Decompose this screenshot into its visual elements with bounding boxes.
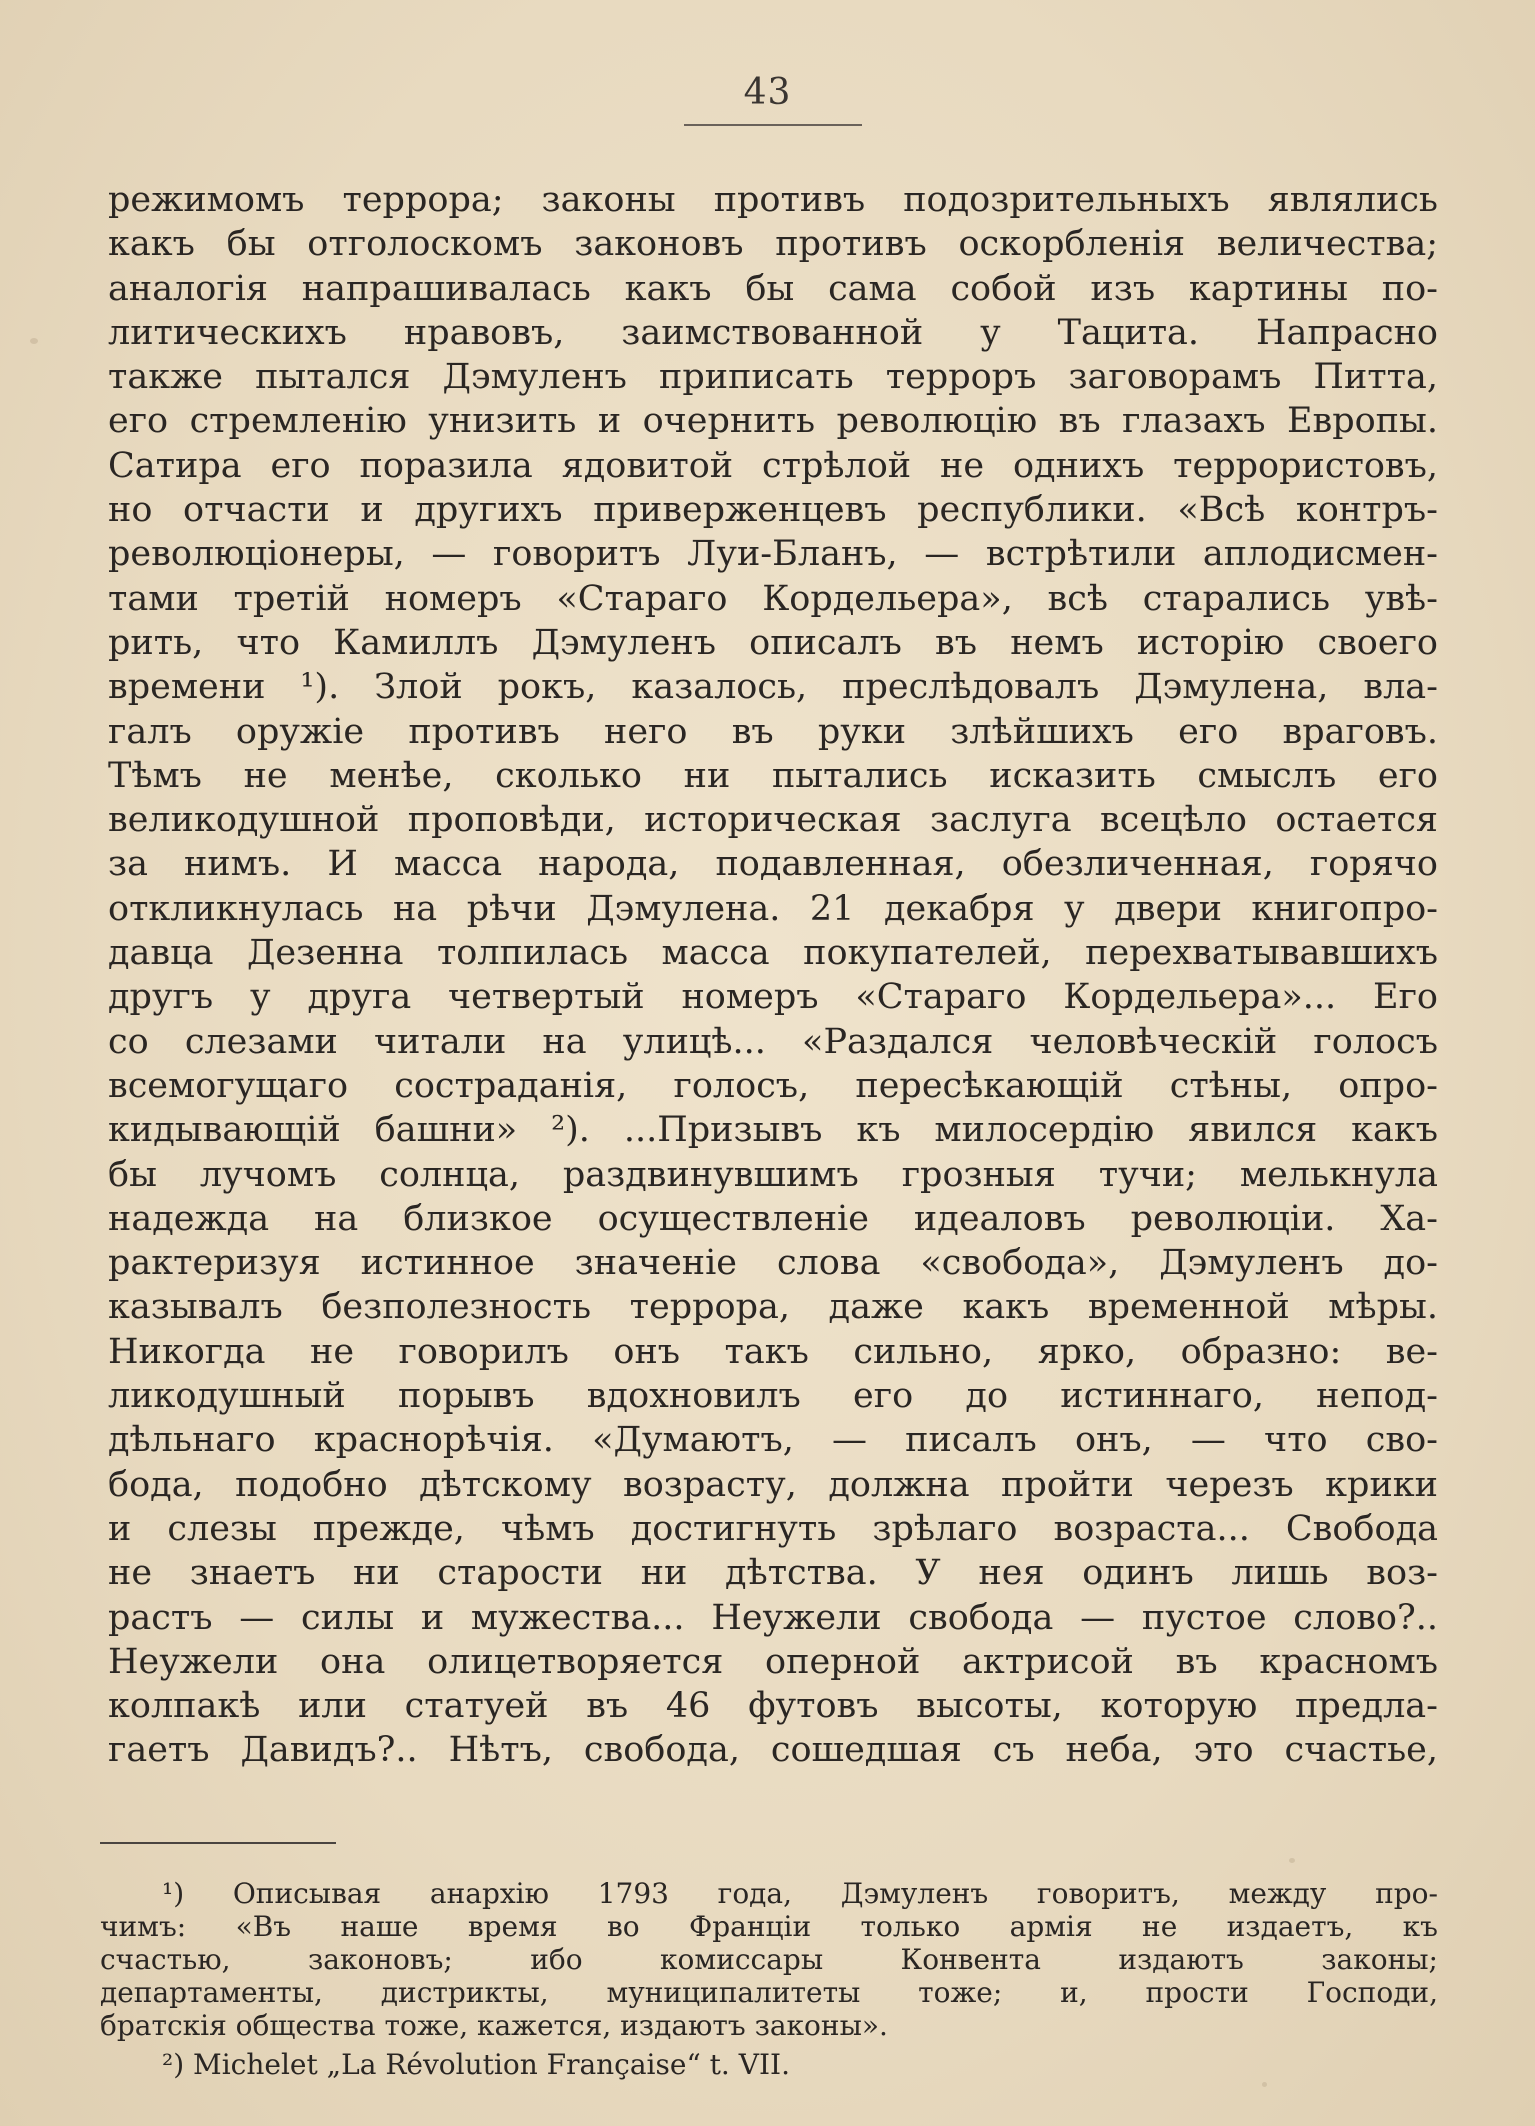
body-line: колпакѣ или статуей въ 46 футовъ высоты, которую предла- [108, 1686, 1438, 1727]
body-line: гаетъ Давидъ?.. Нѣтъ, свобода, сошедшая съ неба, это счастье, [108, 1730, 1438, 1771]
body-line: литическихъ нравовъ, заимствованной у Тацита. Напрасно [108, 312, 1438, 353]
footnote-line: счастью, законовъ; ибо комиссары Конвента издаютъ законы; [100, 1943, 1438, 1976]
body-line: великодушной проповѣди, историческая заслуга всецѣло остается [108, 800, 1438, 841]
footnote-1 [100, 1877, 1438, 2042]
footnote-line: чимъ: «Въ наше время во Франціи только армія не издаетъ, къ [100, 1910, 1438, 1943]
body-line: откликнулась на рѣчи Дэмулена. 21 декабря у двери книгопро- [108, 888, 1438, 929]
body-line: давца Дезенна толпилась масса покупателей, перехватывавшихъ [108, 933, 1438, 974]
body-line: не знаетъ ни старости ни дѣтства. У нея одинъ лишь воз- [108, 1553, 1438, 1594]
body-line: Тѣмъ не менѣе, сколько ни пытались исказить смыслъ его [108, 755, 1438, 796]
body-line: и слезы прежде, чѣмъ достигнуть зрѣлаго возраста... Свобода [108, 1508, 1438, 1549]
body-text [108, 178, 1438, 1773]
body-line: революціонеры, — говоритъ Луи-Бланъ, — встрѣтили аплодисмен- [108, 534, 1438, 575]
body-line: другъ у друга четвертый номеръ «Стараго Кордельера»... Его [108, 977, 1438, 1018]
footnote-line: братскія общества тоже, кажется, издаютъ законы». [100, 2009, 888, 2042]
body-line: со слезами читали на улицѣ... «Раздался человѣческій голосъ [108, 1021, 1438, 1062]
body-line: Сатира его поразила ядовитой стрѣлой не однихъ террористовъ, [108, 445, 1438, 486]
footnote-line: ¹) Описывая анархію 1793 года, Дэмуленъ говоритъ, между про- [162, 1877, 1438, 1910]
paper-spot [1289, 1858, 1295, 1863]
body-line: за нимъ. И масса народа, подавленная, обезличенная, горячо [108, 844, 1438, 885]
body-line: аналогія напрашивалась какъ бы сама собой изъ картины по- [108, 268, 1438, 309]
page-number: 43 [743, 72, 792, 113]
footnote-line: департаменты, дистрикты, муниципалитеты тоже; и, прости Господи, [100, 1976, 1438, 2009]
page-number-rule [684, 124, 862, 126]
body-line: времени ¹). Злой рокъ, казалось, преслѣдовалъ Дэмулена, вла- [108, 667, 1438, 708]
body-line: но отчасти и другихъ приверженцевъ республики. «Всѣ контръ- [108, 490, 1438, 531]
body-line: ликодушный порывъ вдохновилъ его до истиннаго, непод- [108, 1376, 1438, 1417]
body-line: рить, что Камиллъ Дэмуленъ описалъ въ немъ исторію своего [108, 622, 1438, 663]
body-line: его стремленію унизить и очернить революцію въ глазахъ Европы. [108, 401, 1438, 442]
paper-spot [30, 338, 38, 344]
body-line: рактеризуя истинное значеніе слова «свобода», Дэмуленъ до- [108, 1243, 1438, 1284]
body-line: Неужели она олицетворяется оперной актрисой въ красномъ [108, 1641, 1438, 1682]
footnote-rule [100, 1842, 336, 1844]
body-line: казывалъ безполезность террора, даже какъ временной мѣры. [108, 1287, 1438, 1328]
body-line: дѣльнаго краснорѣчія. «Думаютъ, — писалъ онъ, — что сво- [108, 1420, 1438, 1461]
body-line: Никогда не говорилъ онъ такъ сильно, ярко, образно: ве- [108, 1331, 1438, 1372]
body-line: всемогущаго состраданія, голосъ, пересѣкающій стѣны, опро- [108, 1065, 1438, 1106]
body-line: тами третій номеръ «Стараго Кордельера», всѣ старались увѣ- [108, 578, 1438, 619]
body-line: какъ бы отголоскомъ законовъ противъ оскорбленія величества; [108, 224, 1438, 265]
body-line: галъ оружіе противъ него въ руки злѣйшихъ его враговъ. [108, 711, 1438, 752]
body-line: также пытался Дэмуленъ приписать терроръ заговорамъ Питта, [108, 357, 1438, 398]
footnote-2: ²) Michelet „La Révolution Française“ t. VII. [162, 2048, 790, 2081]
body-line: растъ — силы и мужества... Неужели свобода — пустое слово?.. [108, 1597, 1438, 1638]
footnotes [100, 1877, 1438, 2081]
body-line: режимомъ террора; законы противъ подозрительныхъ являлись [108, 180, 1438, 220]
body-line: надежда на близкое осуществленіе идеаловъ революціи. Ха- [108, 1198, 1438, 1239]
body-line: бы лучомъ солнца, раздвинувшимъ грозныя тучи; мелькнула [108, 1154, 1438, 1195]
body-line: кидывающій башни» ²). ...Призывъ къ милосердію явился какъ [108, 1110, 1438, 1151]
body-line: бода, подобно дѣтскому возрасту, должна пройти черезъ крики [108, 1464, 1438, 1505]
paper-spot [1262, 2082, 1267, 2087]
